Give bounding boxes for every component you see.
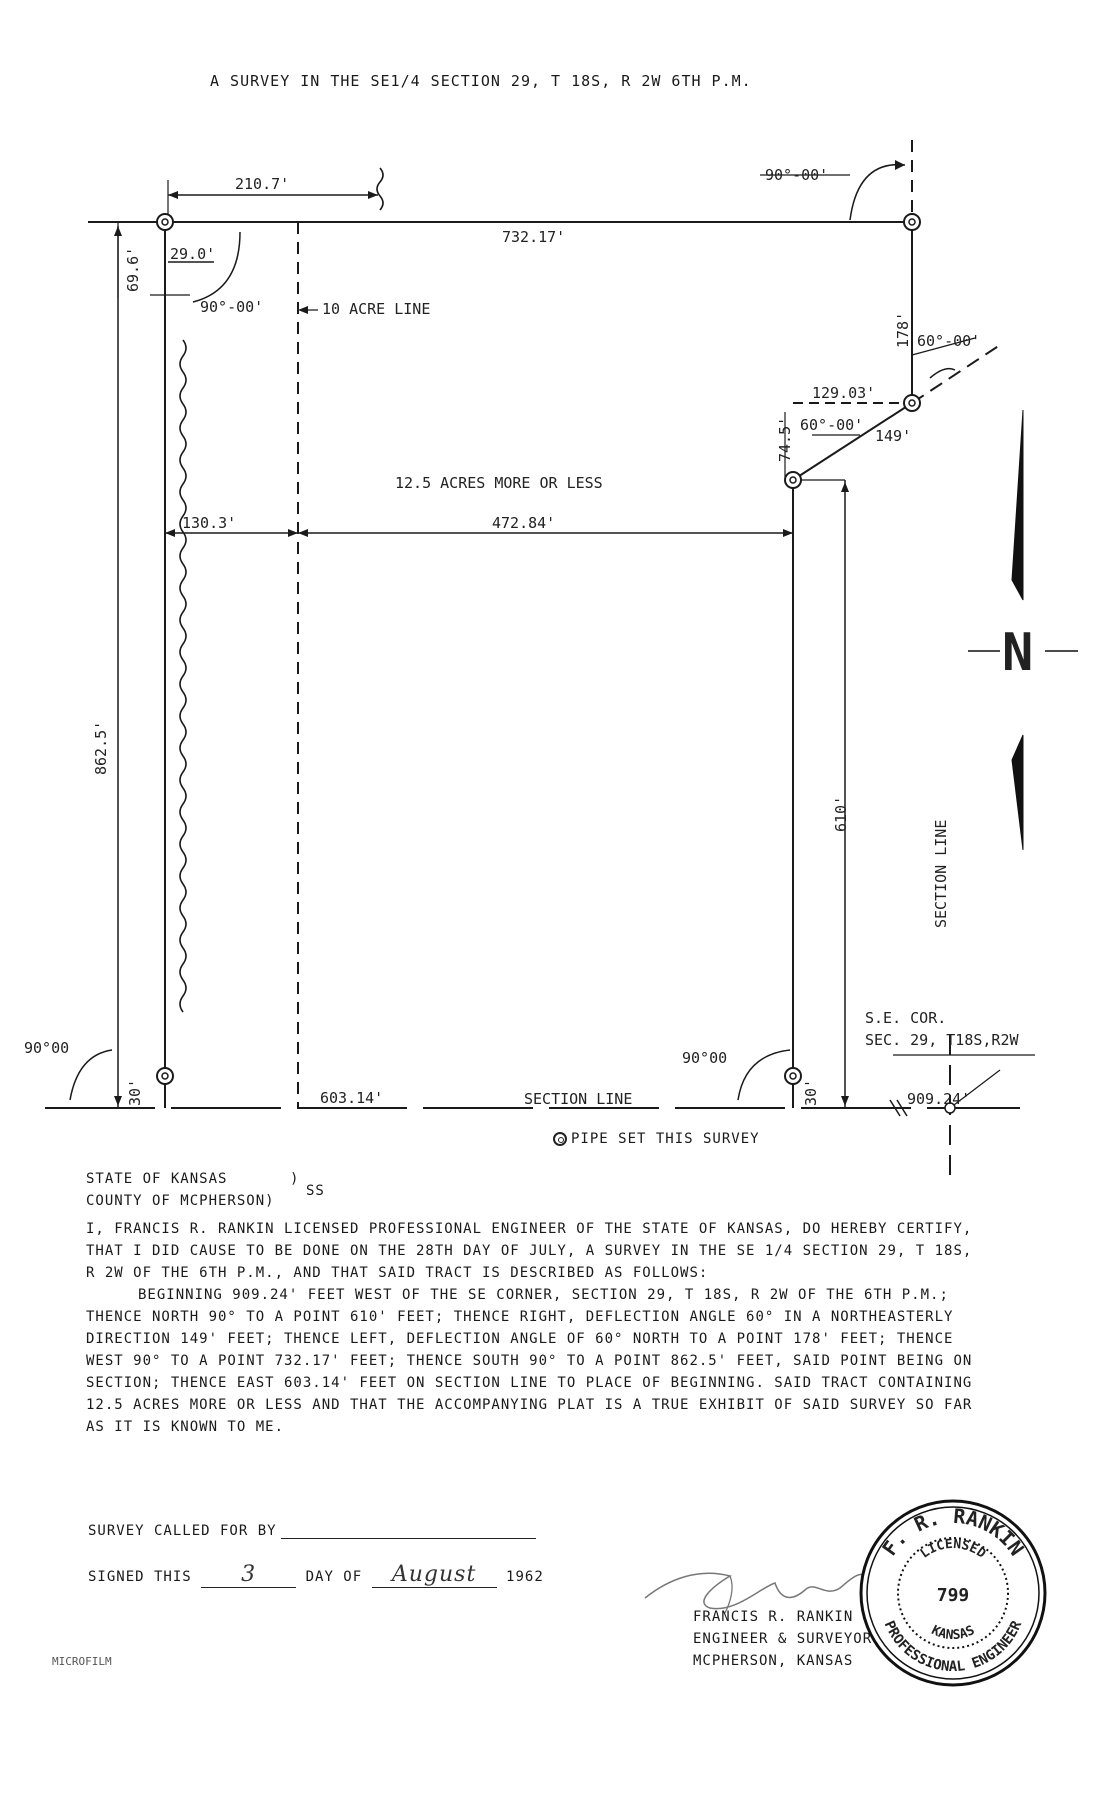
- dim-offset: 129.03': [812, 384, 876, 402]
- pipe-symbol-icon: [553, 1132, 567, 1146]
- signed-year: 1962: [506, 1569, 544, 1585]
- fence-line-west: [180, 340, 186, 1012]
- document-title: A SURVEY IN THE SE1/4 SECTION 29, T 18S, R 2W 6TH P.M.: [210, 72, 752, 90]
- signer-title: ENGINEER & SURVEYOR: [693, 1631, 873, 1647]
- dim-east-side: 610': [832, 795, 850, 832]
- north-arrow-label: N: [1002, 623, 1034, 683]
- dim-se-30: 30': [802, 1078, 820, 1106]
- signer-city: MCPHERSON, KANSAS: [693, 1653, 854, 1669]
- dim-to-corner: 909.24': [907, 1090, 971, 1108]
- survey-called-blank: [281, 1524, 536, 1539]
- angle-arc-nw: [193, 232, 240, 302]
- venue-paren: ): [290, 1171, 300, 1187]
- angle-diag-label: 60°-00': [800, 416, 864, 434]
- dim-bottom: 603.14': [320, 1089, 384, 1107]
- diagonal-extension-line: [912, 345, 1000, 403]
- angle-se-label: 90°00: [682, 1049, 728, 1067]
- dim-mid-width: 472.84': [492, 514, 556, 532]
- dim-nw-north: 69.6': [124, 246, 142, 292]
- signature-block: [693, 1606, 872, 1672]
- venue-ss: SS: [306, 1183, 325, 1199]
- signed-line: [88, 1562, 544, 1588]
- signed-day: 3: [201, 1562, 296, 1588]
- dim-nw-east: 29.0': [170, 245, 216, 263]
- seal-licensed: LICENSED: [917, 1536, 989, 1562]
- dim-sw-30: 30': [126, 1078, 144, 1106]
- venue-block: [86, 1168, 325, 1212]
- pipe-legend: [553, 1131, 760, 1147]
- survey-called-for: [88, 1523, 536, 1539]
- signed-mid: DAY OF: [305, 1569, 363, 1585]
- pipe-legend-label: PIPE SET THIS SURVEY: [571, 1131, 760, 1147]
- angle-east-label: 60°-00': [917, 332, 981, 350]
- dim-top-west: 210.7': [235, 175, 290, 193]
- se-corner-label-2: SEC. 29, T18S,R2W: [865, 1031, 1019, 1049]
- signed-prefix: SIGNED THIS: [88, 1569, 192, 1585]
- fence-line-north: [377, 168, 383, 210]
- signer-name: FRANCIS R. RANKIN: [693, 1609, 854, 1625]
- dim-mid-west: 130.3': [182, 514, 237, 532]
- survey-called-label: SURVEY CALLED FOR BY: [88, 1523, 277, 1539]
- angle-arc-sw: [70, 1050, 112, 1100]
- signed-month: August: [372, 1562, 497, 1588]
- dim-east-north: 178': [894, 311, 912, 348]
- certificate-paragraph-1: I, FRANCIS R. RANKIN LICENSED PROFESSIONAL ENGINEER OF THE STATE OF KANSAS, DO HEREBY CERTIFY, THAT I DID CAUSE TO BE DONE ON THE 28TH DAY OF JULY, A SURVEY IN THE SE 1/4 SECTION 29, T 18S, R 2W OF THE 6TH P.M., AND THAT SAID TRACT IS DESCRIBED AS FOLLOWS:: [86, 1221, 973, 1281]
- certificate-paragraph-2: BEGINNING 909.24' FEET WEST OF THE SE CORNER, SECTION 29, T 18S, R 2W OF THE 6TH P.M.; THENCE NORTH 90° TO A POINT 610' FEET; THENCE RIGHT, DEFLECTION ANGLE 60° IN A NORTHEASTERLY DIRECTION 149' FEET; THENCE LEFT, DEFLECTION ANGLE OF 60° NORTH TO A POINT 178' FEET; THENCE WEST 90° TO A POINT 732.17' FEET; THENCE SOUTH 90° TO A POINT 862.5' FEET, SAID POINT BEING ON SECTION; THENCE EAST 603.14' FEET ON SECTION LINE TO PLACE OF BEGINNING. SAID TRACT CONTAINING 12.5 ACRES MORE OR LESS AND THAT THE ACCOMPANYING PLAT IS A TRUE EXHIBIT OF SAID SURVEY SO FAR AS IT IS KNOWN TO ME.: [86, 1287, 973, 1435]
- certificate-text: [86, 1218, 986, 1438]
- seal-name: F. R. RANKIN: [877, 1503, 1029, 1560]
- angle-sw-label: 90°00: [24, 1039, 70, 1057]
- venue-county: COUNTY OF MCPHERSON): [86, 1193, 275, 1209]
- microfilm-stamp: MICROFILM: [52, 1655, 112, 1668]
- seal-number: 799: [936, 1585, 970, 1606]
- seal-profession: PROFESSIONAL ENGINEER: [880, 1618, 1026, 1675]
- angle-nw-label: 90°-00': [200, 298, 264, 316]
- angle-arc-se: [738, 1050, 790, 1100]
- dim-diag-south: 74.5': [776, 416, 794, 462]
- ten-acre-line-label: 10 ACRE LINE: [322, 300, 431, 318]
- seal-state: KANSAS: [928, 1623, 978, 1644]
- angle-ne-label: 90°-00': [765, 166, 829, 184]
- dim-west-total: 862.5': [92, 720, 110, 775]
- area-label: 12.5 ACRES MORE OR LESS: [395, 474, 603, 492]
- angle-arc-ne: [850, 165, 905, 220]
- venue-state: STATE OF KANSAS: [86, 1171, 228, 1187]
- section-line-vertical-label: SECTION LINE: [932, 819, 950, 928]
- engineer-seal: [858, 1498, 1048, 1688]
- dim-diagonal: 149': [875, 427, 912, 445]
- se-corner-label-1: S.E. COR.: [865, 1009, 947, 1027]
- dim-top-total: 732.17': [502, 228, 566, 246]
- section-line-horizontal-label: SECTION LINE: [524, 1090, 633, 1108]
